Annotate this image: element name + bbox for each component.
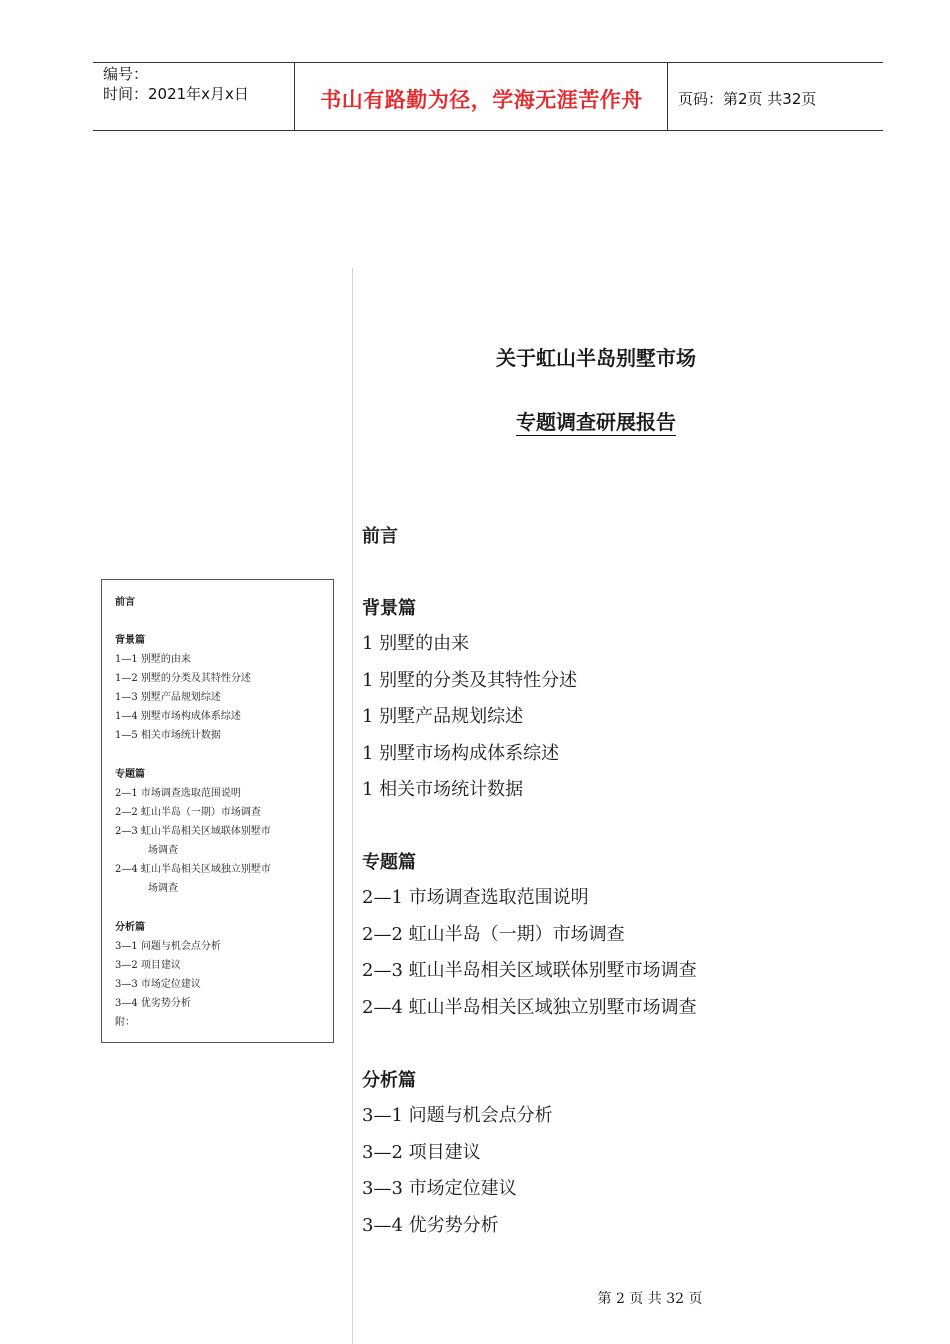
header-page-info: 页码：第2页 共32页 <box>678 90 817 108</box>
sidebar-item-continued: 场调查 <box>148 845 178 856</box>
column-divider <box>352 268 353 1344</box>
sidebar-item: 1—5 相关市场统计数据 <box>115 730 221 741</box>
page-footer: 第 2 页 共 32 页 <box>597 1291 703 1307</box>
sidebar-item: 2—1 市场调查选取范围说明 <box>115 788 241 799</box>
sidebar-analysis-heading: 分析篇 <box>115 922 145 933</box>
toc-item: 1 别墅市场构成体系综述 <box>362 743 560 764</box>
sidebar-item-continued: 场调查 <box>148 883 178 894</box>
sidebar-item: 1—4 别墅市场构成体系综述 <box>115 711 241 722</box>
header-meta <box>103 64 249 104</box>
sidebar-item: 3—3 市场定位建议 <box>115 979 201 990</box>
toc-preface: 前言 <box>362 526 398 547</box>
sidebar-special-heading: 专题篇 <box>115 769 145 780</box>
header-motto: 书山有路勤为径，学海无涯苦作舟 <box>320 88 643 112</box>
sidebar-item: 3—1 问题与机会点分析 <box>115 941 221 952</box>
sidebar-item: 3—4 优劣势分析 <box>115 998 191 1009</box>
sidebar-background-heading: 背景篇 <box>115 635 145 646</box>
header-date: 时间：2021年x月x日 <box>103 85 249 103</box>
toc-item: 3—3 市场定位建议 <box>362 1178 517 1199</box>
toc-item: 3—2 项目建议 <box>362 1142 481 1163</box>
header-divider-2 <box>667 62 668 130</box>
toc-item: 2—1 市场调查选取范围说明 <box>362 887 589 908</box>
sidebar-item: 1—3 别墅产品规划综述 <box>115 692 221 703</box>
sidebar-item: 3—2 项目建议 <box>115 960 181 971</box>
sidebar-preface: 前言 <box>115 597 135 608</box>
sidebar-item: 1—1 别墅的由来 <box>115 654 191 665</box>
toc-item: 1 别墅的分类及其特性分述 <box>362 670 578 691</box>
toc-item: 2—4 虹山半岛相关区域独立别墅市场调查 <box>362 997 697 1018</box>
toc-item: 1 别墅的由来 <box>362 633 470 654</box>
report-title-line2-text: 专题调查研展报告 <box>516 410 676 434</box>
header-bottom-rule <box>93 130 883 131</box>
toc-special-heading: 专题篇 <box>362 852 416 873</box>
sidebar-item: 2—2 虹山半岛（一期）市场调查 <box>115 807 261 818</box>
toc-item: 1 相关市场统计数据 <box>362 779 524 800</box>
toc-item: 2—2 虹山半岛（一期）市场调查 <box>362 924 625 945</box>
sidebar-item: 1—2 别墅的分类及其特性分述 <box>115 673 251 684</box>
report-title-line2 <box>380 406 812 435</box>
header-top-rule <box>93 62 883 63</box>
report-title-line1: 关于虹山半岛别墅市场 <box>496 346 696 370</box>
toc-item: 3—1 问题与机会点分析 <box>362 1105 553 1126</box>
toc-background-heading: 背景篇 <box>362 598 416 619</box>
header-divider-1 <box>294 62 295 130</box>
toc-item: 2—3 虹山半岛相关区域联体别墅市场调查 <box>362 960 697 981</box>
toc-item: 3—4 优劣势分析 <box>362 1215 499 1236</box>
header-code-label: 编号： <box>103 65 149 83</box>
sidebar-item: 2—3 虹山半岛相关区域联体别墅市 <box>115 826 271 837</box>
toc-item: 1 别墅产品规划综述 <box>362 706 524 727</box>
sidebar-appendix: 附： <box>115 1017 135 1028</box>
sidebar-item: 2—4 虹山半岛相关区域独立别墅市 <box>115 864 271 875</box>
toc-analysis-heading: 分析篇 <box>362 1070 416 1091</box>
